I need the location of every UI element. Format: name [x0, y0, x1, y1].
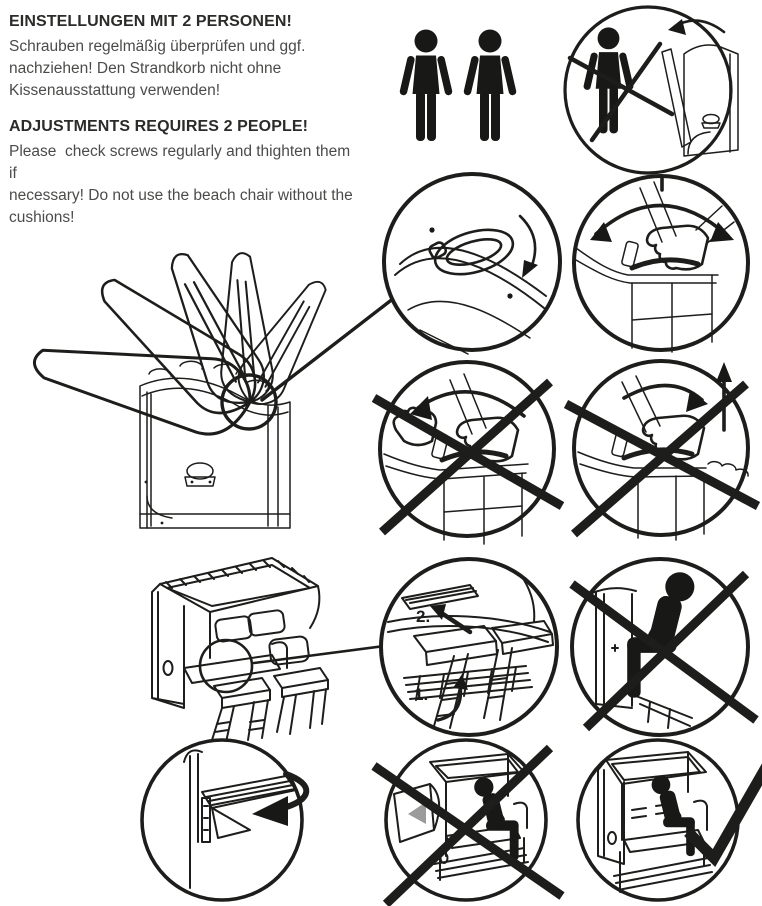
english-line-2: necessary! Do not use the beach chair without the [9, 187, 353, 204]
english-line-1: Please check screws regularly and thighten them if [9, 143, 355, 182]
sit-while-adjusting-prohibited-icon [374, 736, 566, 906]
german-line-1: Schrauben regelmäßig überprüfen und ggf. [9, 38, 306, 55]
basket-emblem-icon [185, 463, 215, 486]
german-line-2: nachziehen! Den Strandkorb nicht ohne [9, 60, 282, 77]
english-line-3: cushions! [9, 209, 75, 226]
step-1-label: 1. [414, 685, 429, 704]
stools-drawing [212, 668, 328, 742]
person-icon [399, 30, 453, 142]
hood-lock-loop-detail-icon [378, 168, 566, 356]
heading-german: EINSTELLUNGEN MIT 2 PERSONEN! [9, 13, 292, 30]
sit-on-footrest-prohibited-icon [570, 556, 762, 748]
hand-grip-allowed-icon [566, 170, 758, 358]
detail-connector-line [248, 636, 388, 670]
german-line-3: Kissenausstattung verwenden! [9, 82, 221, 99]
lift-while-grip-prohibited-icon [566, 356, 762, 552]
correct-sitting-approved-icon [572, 736, 762, 906]
circle-frame [565, 7, 731, 173]
instruction-text [9, 13, 354, 229]
footrest-adjust-detail-icon [376, 556, 566, 746]
heading-english: ADJUSTMENTS REQUIRES 2 PEOPLE! [9, 118, 309, 135]
single-person-adjust-prohibited-icon [548, 2, 762, 180]
two-hand-grip-prohibited-icon [372, 360, 568, 552]
footrest-fold-detail-icon [138, 738, 318, 906]
two-people-icon [396, 28, 522, 148]
person-icon [463, 30, 517, 142]
circle-frame [574, 176, 748, 350]
step-2-label: 2. [416, 607, 431, 626]
